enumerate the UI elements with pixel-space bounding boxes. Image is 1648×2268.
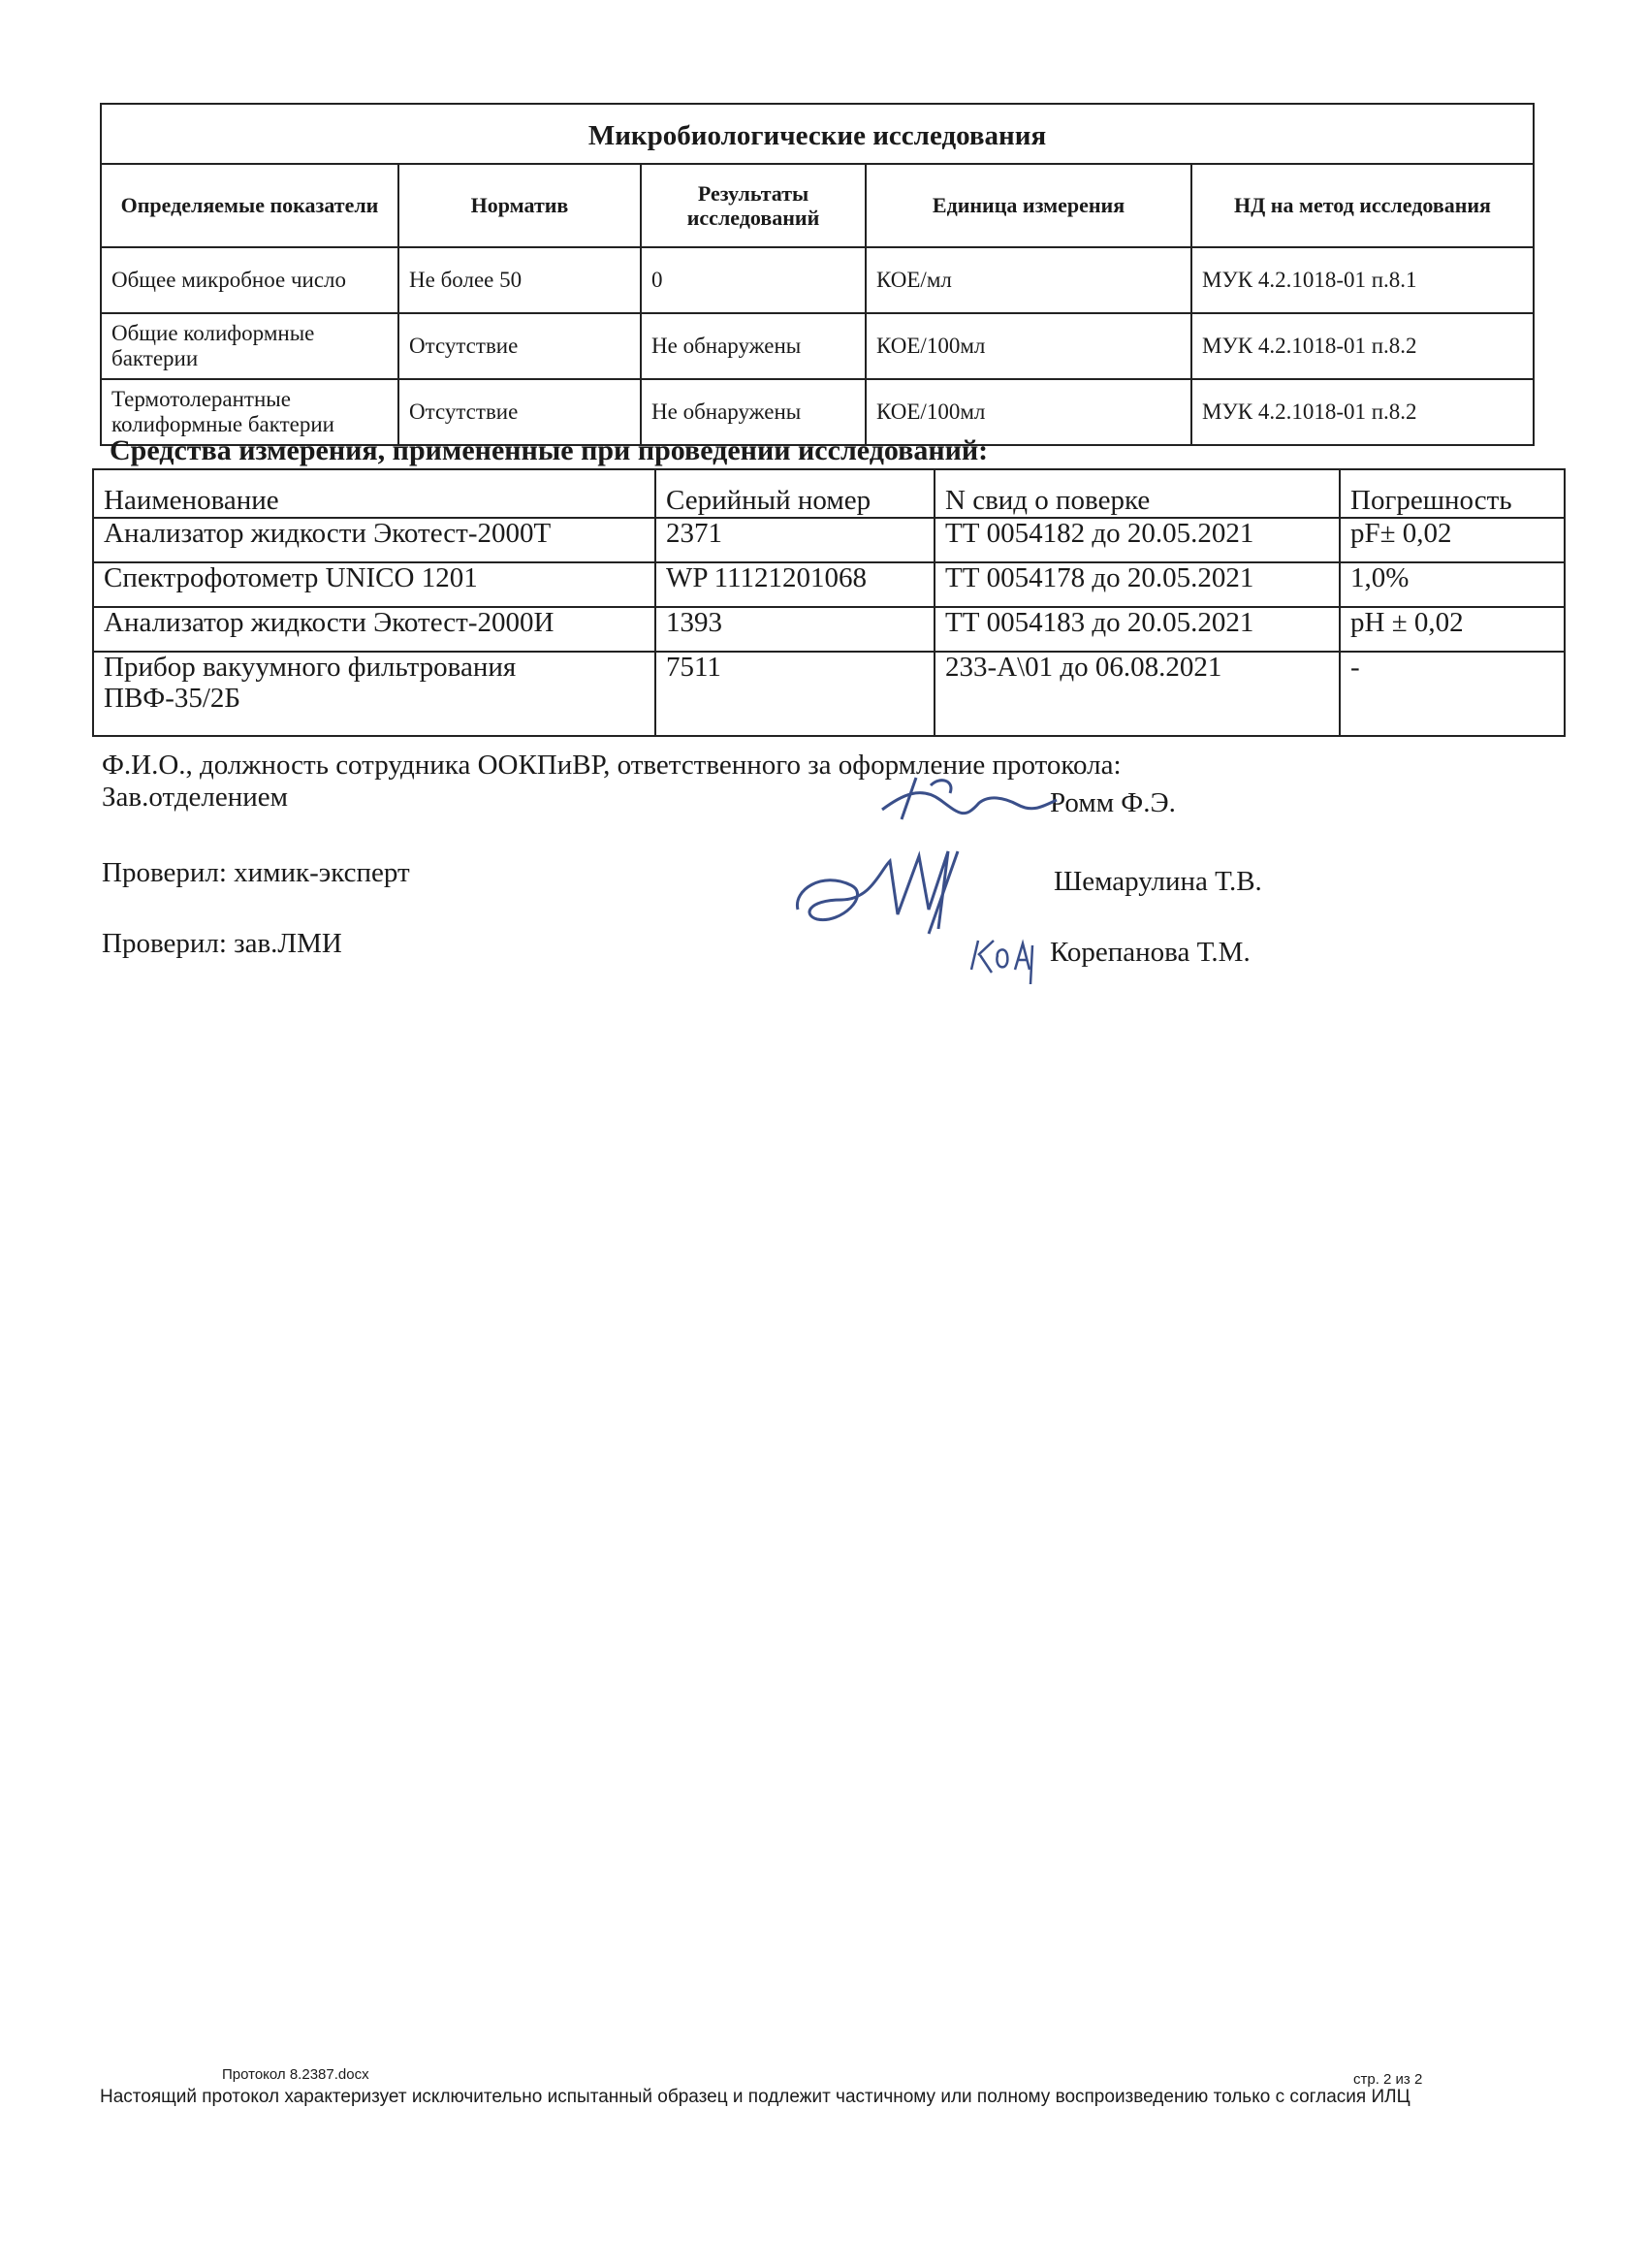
responsible-position: Зав.отделением (102, 782, 288, 813)
header-serial: Серийный номер (655, 469, 935, 518)
check-label-head: Проверил: зав.ЛМИ (102, 928, 342, 959)
method-cell: МУК 4.2.1018-01 п.8.1 (1191, 247, 1534, 313)
equipment-table (92, 468, 1566, 737)
signature-romm (872, 766, 1066, 834)
microbiology-table-title: Микробиологические исследования (101, 104, 1534, 164)
device-name-cell: Прибор вакуумного фильтрования ПВФ-35/2Б (93, 652, 655, 736)
footer-page-number: стр. 2 из 2 (1353, 2071, 1423, 2088)
serial-cell: 1393 (655, 607, 935, 652)
error-cell: 1,0% (1340, 562, 1565, 607)
microbiology-table (100, 103, 1535, 446)
method-cell: МУК 4.2.1018-01 п.8.2 (1191, 313, 1534, 379)
check-name-chemist: Шемарулина Т.В. (1054, 866, 1262, 897)
table-row (93, 562, 1565, 607)
indicator-cell: Общее микробное число (101, 247, 398, 313)
header-indicator: Определяемые показатели (101, 164, 398, 247)
device-name-cell: Анализатор жидкости Экотест-2000И (93, 607, 655, 652)
device-name-cell: Спектрофотометр UNICO 1201 (93, 562, 655, 607)
norm-cell: Не более 50 (398, 247, 641, 313)
header-results: Результаты исследований (641, 164, 866, 247)
serial-cell: WP 11121201068 (655, 562, 935, 607)
table-row (93, 607, 1565, 652)
footer-disclaimer: Настоящий протокол характеризует исключительно испытанный образец и подлежит частичному или полному воспроизведению только с согласия ИЛЦ (100, 2087, 1410, 2107)
result-cell: 0 (641, 247, 866, 313)
certificate-cell: ТТ 0054178 до 20.05.2021 (935, 562, 1340, 607)
certificate-cell: 233-А\01 до 06.08.2021 (935, 652, 1340, 736)
signature-shemarulina (783, 832, 1006, 939)
serial-cell: 2371 (655, 518, 935, 562)
table-row (93, 518, 1565, 562)
header-certificate: N свид о поверке (935, 469, 1340, 518)
equipment-section-title: Средства измерения, примененные при проведении исследований: (110, 434, 989, 466)
responsible-name: Ромм Ф.Э. (1050, 787, 1176, 818)
responsible-line: Ф.И.О., должность сотрудника ООКПиВР, ответственного за оформление протокола: (102, 750, 1122, 781)
result-cell: Не обнаружены (641, 313, 866, 379)
certificate-cell: ТТ 0054182 до 20.05.2021 (935, 518, 1340, 562)
check-name-head: Корепанова Т.М. (1050, 937, 1251, 968)
unit-cell: КОЕ/мл (866, 247, 1191, 313)
table-row (93, 652, 1565, 736)
certificate-cell: ТТ 0054183 до 20.05.2021 (935, 607, 1340, 652)
serial-cell: 7511 (655, 652, 935, 736)
unit-cell: КОЕ/100мл (866, 379, 1191, 445)
check-label-chemist: Проверил: химик-эксперт (102, 857, 410, 888)
device-name-cell: Анализатор жидкости Экотест-2000Т (93, 518, 655, 562)
norm-cell: Отсутствие (398, 379, 641, 445)
footer-file-name: Протокол 8.2387.docx (222, 2066, 369, 2083)
table-row (101, 247, 1534, 313)
microbiology-header-row (101, 164, 1534, 247)
header-method: НД на метод исследования (1191, 164, 1534, 247)
error-cell: - (1340, 652, 1565, 736)
error-cell: pF± 0,02 (1340, 518, 1565, 562)
header-unit: Единица измерения (866, 164, 1191, 247)
indicator-cell: Общие колиформные бактерии (101, 313, 398, 379)
method-cell: МУК 4.2.1018-01 п.8.2 (1191, 379, 1534, 445)
norm-cell: Отсутствие (398, 313, 641, 379)
equipment-header-row (93, 469, 1565, 518)
result-cell: Не обнаружены (641, 379, 866, 445)
header-norm: Норматив (398, 164, 641, 247)
indicator-cell: Термотолерантные колиформные бактерии (101, 379, 398, 445)
table-row (101, 313, 1534, 379)
header-error: Погрешность (1340, 469, 1565, 518)
signature-korepanova (967, 926, 1044, 989)
error-cell: pH ± 0,02 (1340, 607, 1565, 652)
unit-cell: КОЕ/100мл (866, 313, 1191, 379)
header-name: Наименование (93, 469, 655, 518)
